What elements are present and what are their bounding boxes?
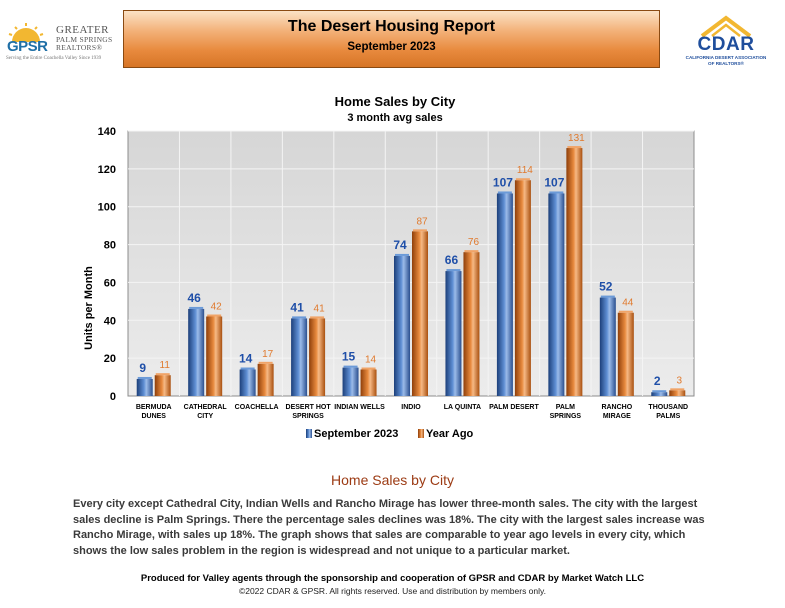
y-tick-label: 100	[97, 201, 116, 214]
section-title: Home Sales by City	[331, 472, 454, 488]
bar-september-2023	[548, 193, 564, 396]
bar-september-2023	[600, 298, 616, 396]
bar-cap	[292, 316, 306, 318]
y-tick-label: 20	[103, 353, 116, 366]
report-banner	[123, 10, 660, 68]
legend-label: Year Ago	[426, 428, 474, 440]
bar-cap	[516, 178, 530, 180]
data-label: 14	[238, 351, 253, 366]
bar-cap	[310, 316, 324, 318]
bar-september-2023	[291, 318, 307, 396]
data-label: 52	[599, 279, 613, 294]
bar-cap	[344, 366, 358, 368]
x-tick-label: LA QUINTA	[443, 404, 482, 411]
bar-year-ago	[515, 180, 531, 396]
y-axis-title: Units per Month	[83, 266, 95, 350]
bar-cap	[362, 368, 376, 370]
cdar-subtitle	[676, 55, 776, 66]
y-tick-label: 40	[103, 315, 116, 328]
x-tick-label: CITY	[197, 413, 214, 420]
x-tick-label: DUNES	[141, 413, 166, 420]
chart-subtitle: 3 month avg sales	[347, 112, 443, 124]
home-sales-chart	[0, 88, 785, 458]
bar-year-ago	[618, 313, 634, 396]
data-label: 42	[210, 301, 222, 313]
gpsr-logo	[4, 18, 116, 64]
bar-cap	[207, 315, 221, 317]
bar-cap	[652, 390, 666, 392]
legend-swatch-september	[306, 429, 312, 438]
cdar-logo	[676, 14, 776, 70]
bar-september-2023	[188, 309, 204, 396]
gpsr-line3: REALTORS®	[56, 43, 103, 52]
data-label: 76	[467, 237, 480, 249]
data-label: 107	[544, 175, 565, 190]
data-label: 114	[516, 165, 533, 177]
data-label: 11	[159, 360, 170, 372]
x-tick-label: BERMUDA	[135, 404, 172, 411]
x-tick-label: COACHELLA	[234, 404, 279, 411]
gpsr-line1: GREATER	[56, 24, 109, 36]
bar-year-ago	[206, 317, 222, 397]
cdar-sub-line1: CALIFORNIA DESERT ASSOCIATION	[685, 55, 767, 60]
cdar-mark: CDAR	[697, 34, 755, 55]
data-label: 44	[622, 297, 634, 309]
x-tick-label: THOUSAND	[648, 404, 689, 411]
footer-credit: Produced for Valley agents through the sponsorship and cooperation of GPSR and CDAR by Market Watch LLC	[140, 573, 645, 584]
x-tick-label: RANCHO	[601, 404, 633, 411]
x-tick-label: PALM DESERT	[489, 404, 539, 411]
x-tick-label: PALM	[555, 404, 576, 411]
y-tick-label: 60	[103, 277, 116, 290]
y-tick-label: 0	[109, 391, 116, 403]
chart-title: Home Sales by City	[334, 94, 456, 109]
data-label: 14	[364, 354, 377, 366]
x-tick-label: PALMS	[656, 413, 681, 420]
commentary-paragraph: Every city except Cathedral City, Indian Wells and Rancho Mirage has lower three-month sales. The city with the largest sales decline is Palm Springs. There the percentage sales declines was 18%. The city with the largest sales increase was Rancho Mirage, with sales up 18%. The graph shows that sales are comparable to year ago levels in every city, which shows the low sales problem in the region is widespread and not unique to a particular market.	[73, 498, 705, 557]
data-label: 131	[568, 133, 585, 145]
bar-cap	[156, 373, 170, 375]
y-tick-label: 120	[97, 163, 116, 176]
bar-cap	[138, 377, 152, 379]
bar-year-ago	[309, 318, 325, 396]
data-label: 74	[393, 237, 407, 252]
y-tick-label: 140	[97, 126, 116, 138]
bar-september-2023	[137, 379, 153, 396]
x-tick-label: INDIO	[401, 404, 421, 411]
y-tick-label: 80	[103, 239, 116, 252]
data-label: 17	[262, 348, 274, 360]
data-label: 41	[313, 303, 325, 315]
legend-swatch-year-ago	[418, 429, 424, 438]
data-label: 15	[341, 349, 356, 364]
bar-cap	[601, 296, 615, 298]
bar-cap	[619, 311, 633, 313]
report-subtitle: September 2023	[347, 41, 436, 53]
x-tick-label: DESERT HOT	[285, 404, 331, 411]
bar-cap	[413, 229, 427, 231]
data-label: 41	[290, 300, 304, 315]
report-title: The Desert Housing Report	[287, 18, 496, 35]
legend-label: September 2023	[314, 428, 399, 440]
data-label: 66	[444, 253, 459, 268]
bar-year-ago	[463, 252, 479, 396]
bar-cap	[498, 191, 512, 193]
bar-september-2023	[240, 370, 256, 397]
bar-cap	[670, 388, 684, 390]
bar-year-ago	[361, 370, 377, 397]
data-label: 107	[492, 175, 513, 190]
x-tick-label: SPRINGS	[292, 413, 324, 420]
data-label: 87	[416, 216, 428, 228]
bar-cap	[189, 307, 203, 309]
x-tick-label: CATHEDRAL	[183, 404, 227, 411]
bar-september-2023	[445, 271, 461, 396]
x-tick-label: SPRINGS	[549, 413, 582, 420]
bar-september-2023	[394, 256, 410, 396]
bar-year-ago	[258, 364, 274, 396]
gpsr-line2: PALM SPRINGS	[56, 35, 113, 44]
bar-year-ago	[566, 148, 582, 396]
data-label: 9	[139, 360, 147, 375]
data-label: 3	[676, 375, 683, 387]
bar-cap	[259, 362, 273, 364]
bar-year-ago	[412, 231, 428, 396]
bar-september-2023	[651, 392, 667, 396]
cdar-sub-line2: OF REALTORS®	[708, 60, 744, 66]
bar-cap	[549, 191, 563, 193]
bar-year-ago	[155, 375, 171, 396]
bar-cap	[241, 368, 255, 370]
bar-cap	[395, 254, 409, 256]
bar-cap	[446, 269, 460, 271]
gpsr-mark: GPSR	[7, 38, 48, 55]
bar-cap	[464, 250, 478, 252]
data-label: 46	[187, 290, 201, 305]
bar-september-2023	[497, 193, 513, 396]
data-label: 2	[653, 374, 661, 389]
footer-copyright: ©2022 CDAR & GPSR. All rights reserved. Use and distribution by members only.	[238, 586, 547, 596]
x-tick-label: MIRAGE	[602, 413, 631, 420]
gpsr-tagline: Serving the Entire Coachella Valley Since 1939	[6, 56, 102, 61]
bar-cap	[567, 146, 581, 148]
bar-year-ago	[669, 390, 685, 396]
x-tick-label: INDIAN WELLS	[334, 404, 385, 411]
bar-september-2023	[343, 368, 359, 396]
